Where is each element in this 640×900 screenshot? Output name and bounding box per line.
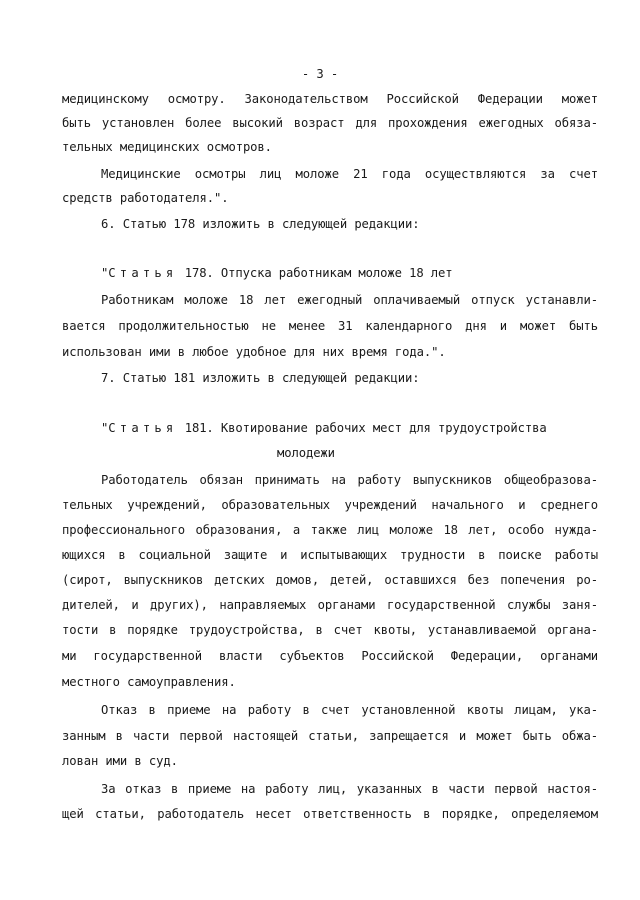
text-line: Медицинские осмотры лиц моложе 21 года осуществляются за счет	[101, 167, 598, 181]
article-178-heading	[101, 265, 598, 281]
text-line: ющихся в социальной защите и испытывающих трудности в поиске работы	[62, 548, 598, 562]
text-line: вается продолжительностью не менее 31 календарного дня и может быть	[62, 319, 598, 333]
text-line: средств работодателя.".	[62, 191, 229, 205]
text-line: тельных медицинских осмотров.	[62, 140, 272, 154]
article-178-title: 178. Отпуска работникам моложе 18 лет	[177, 266, 453, 280]
article-181-word: Статья	[108, 421, 178, 435]
text-line: занным в части первой настоящей статьи, запрещается и может быть обжа-	[62, 729, 598, 743]
text-line: За отказ в приеме на работу лиц, указанных в части первой настоя-	[101, 782, 598, 796]
text-line: тельных учреждений, образовательных учреждений начального и среднего	[62, 498, 598, 512]
article-181-title-continued: молодежи	[277, 446, 335, 460]
text-line: ми государственной власти субъектов Российской Федерации, органами	[62, 649, 598, 663]
text-line: местного самоуправления.	[62, 675, 236, 689]
article-181-quote: "	[101, 421, 109, 435]
text-line: (сирот, выпускников детских домов, детей, оставшихся без попечения ро-	[62, 573, 598, 587]
text-line: использован ими в любое удобное для них время года.".	[62, 345, 446, 359]
text-line: профессионального образования, а также лиц моложе 18 лет, особо нужда-	[62, 523, 598, 537]
text-line: щей статьи, работодатель несет ответственность в порядке, определяемом	[62, 807, 598, 821]
text-line: Отказ в приеме на работу в счет установленной квоты лицам, ука-	[101, 703, 598, 717]
text-line: быть установлен более высокий возраст для прохождения ежегодных обяза-	[62, 116, 598, 130]
text-line: дителей, и других), направляемых органами государственной службы заня-	[62, 598, 598, 612]
article-181-heading	[101, 420, 598, 436]
text-line: Работникам моложе 18 лет ежегодный оплачиваемый отпуск устанавли-	[101, 293, 598, 307]
text-line: лован ими в суд.	[62, 754, 178, 768]
text-line: медицинскому осмотру. Законодательством Российской Федерации может	[62, 92, 598, 106]
text-line: 6. Статью 178 изложить в следующей редакции:	[101, 217, 420, 231]
text-line: 7. Статью 181 изложить в следующей редакции:	[101, 371, 420, 385]
page-number: - 3 -	[301, 67, 339, 81]
article-178-quote: "	[101, 266, 109, 280]
article-178-word: Статья	[108, 266, 178, 280]
article-181-title: 181. Квотирование рабочих мест для трудоустройства	[177, 421, 547, 435]
text-line: тости в порядке трудоустройства, в счет квоты, устанавливаемой органа-	[62, 623, 598, 637]
text-line: Работодатель обязан принимать на работу выпускников общеобразова-	[101, 473, 598, 487]
